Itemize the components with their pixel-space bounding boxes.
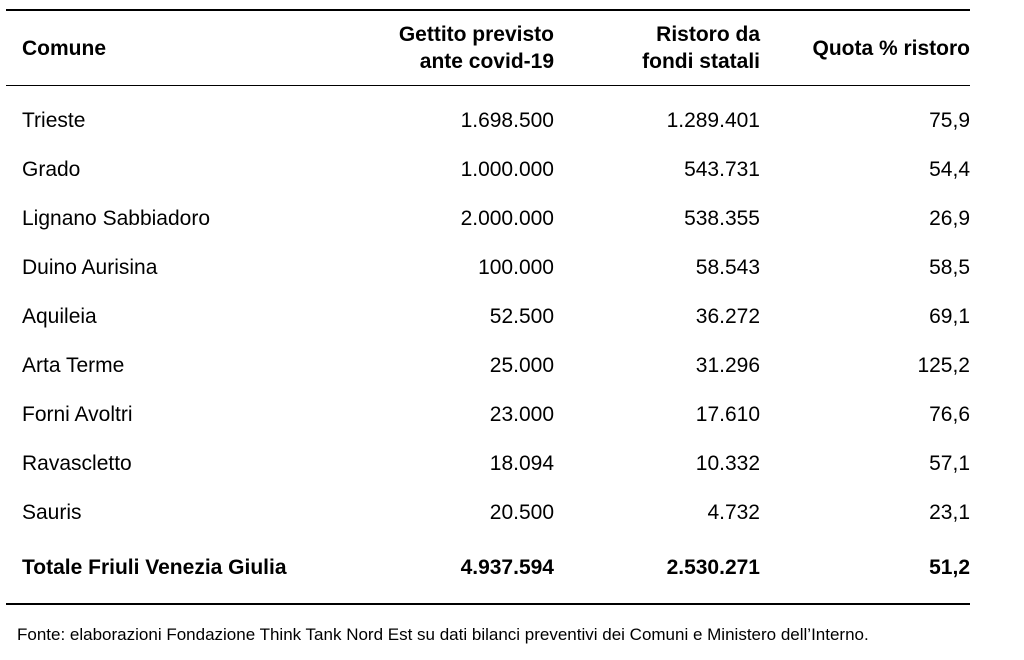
cell-gettito: 20.500 [489, 500, 554, 524]
cell-quota: 23,1 [929, 500, 970, 524]
cell-comune: Duino Aurisina [22, 255, 158, 279]
cell-quota: 125,2 [917, 353, 970, 377]
cell-quota: 58,5 [929, 255, 970, 279]
header-comune: Comune [22, 36, 106, 60]
cell-comune: Lignano Sabbiadoro [22, 206, 210, 230]
cell-gettito: 1.000.000 [460, 157, 554, 181]
cell-comune: Trieste [22, 108, 86, 132]
cell-gettito: 18.094 [489, 451, 554, 475]
cell-ristoro: 58.543 [695, 255, 760, 279]
cell-quota: 69,1 [929, 304, 970, 328]
table-row [6, 194, 970, 243]
source-note: Fonte: elaborazioni Fondazione Think Tank Nord Est su dati bilanci preventivi dei Comuni e Ministero dell’Interno. [17, 625, 869, 644]
cell-gettito: 2.000.000 [460, 206, 554, 230]
cell-comune: Arta Terme [22, 353, 125, 377]
table-row [6, 292, 970, 341]
table-row [6, 488, 970, 537]
cell-ristoro: 36.272 [695, 304, 760, 328]
table-row [6, 145, 970, 194]
table-row [6, 96, 970, 145]
cell-ristoro: 10.332 [695, 451, 760, 475]
cell-ristoro: 4.732 [707, 500, 760, 524]
table-header-row [6, 11, 970, 85]
header-gettito-previsto: Gettito previsto ante covid-19 [398, 23, 554, 73]
cell-comune: Sauris [22, 500, 82, 524]
table-row [6, 390, 970, 439]
header-ristoro-fondi-statali: Ristoro da fondi statali [642, 23, 760, 73]
cell-quota: 57,1 [929, 451, 970, 475]
cell-ristoro: 543.731 [684, 157, 760, 181]
table-bottom-rule [6, 603, 970, 605]
cell-gettito: 1.698.500 [460, 108, 554, 132]
total-ristoro: 2.530.271 [666, 556, 760, 579]
header-quota-ristoro: Quota % ristoro [812, 36, 970, 60]
table-row [6, 439, 970, 488]
cell-ristoro: 1.289.401 [666, 108, 760, 132]
cell-quota: 75,9 [929, 108, 970, 132]
cell-comune: Grado [22, 157, 81, 181]
cell-comune: Aquileia [22, 304, 97, 328]
cell-gettito: 23.000 [489, 402, 554, 426]
table-row [6, 341, 970, 390]
cell-comune: Ravascletto [22, 451, 132, 475]
cell-quota: 26,9 [929, 206, 970, 230]
cell-quota: 54,4 [929, 157, 970, 181]
cell-gettito: 52.500 [489, 304, 554, 328]
table-total-row [6, 537, 970, 599]
total-quota: 51,2 [929, 556, 970, 579]
cell-comune: Forni Avoltri [22, 402, 133, 426]
table-row [6, 243, 970, 292]
cell-quota: 76,6 [929, 402, 970, 426]
total-label: Totale Friuli Venezia Giulia [22, 556, 287, 579]
data-table [6, 9, 970, 605]
total-gettito: 4.937.594 [460, 556, 554, 579]
cell-ristoro: 31.296 [695, 353, 760, 377]
cell-gettito: 100.000 [478, 255, 554, 279]
cell-gettito: 25.000 [489, 353, 554, 377]
cell-ristoro: 17.610 [695, 402, 760, 426]
cell-ristoro: 538.355 [684, 206, 760, 230]
